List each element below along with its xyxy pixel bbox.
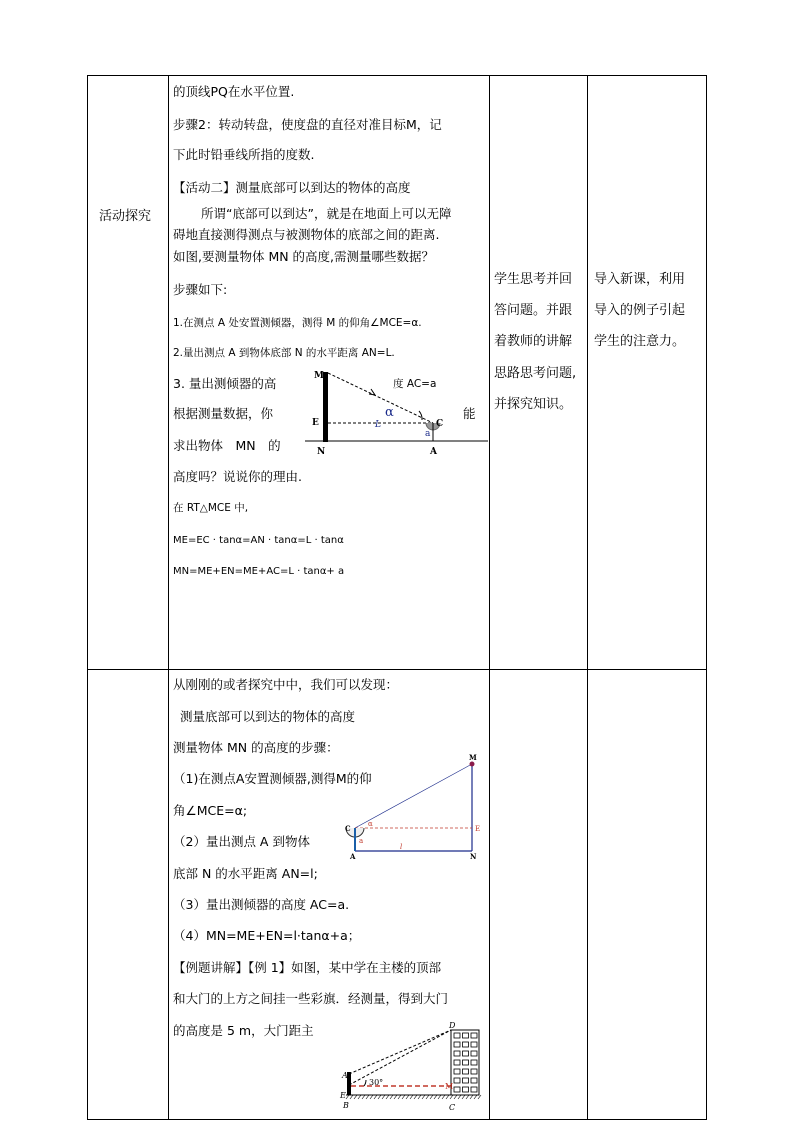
- student-line: 学生思考并回: [494, 272, 573, 287]
- example-heading: 【例题讲解】【例 1】如图，某中学在主楼的顶部: [173, 960, 442, 975]
- sight-line-upper: [349, 1030, 451, 1074]
- hatch-mark: [442, 1095, 445, 1099]
- label-m: M: [314, 371, 324, 381]
- elevation-sight-line: [328, 373, 433, 423]
- label-d: D: [449, 1021, 456, 1030]
- label-e: E: [475, 825, 481, 833]
- hatch-mark: [478, 1095, 481, 1099]
- hatch-mark: [378, 1095, 381, 1099]
- label-l: l: [400, 843, 403, 851]
- label-c: C: [436, 419, 444, 429]
- hatch-mark: [422, 1095, 425, 1099]
- hatch-mark: [434, 1095, 437, 1099]
- text-line: 和大门的上方之间挂一些彩旗．经测量，得到大门: [173, 991, 449, 1006]
- label-a-small: a: [425, 429, 431, 439]
- text-line: 能: [463, 406, 476, 421]
- row-label: 活动探究: [99, 209, 152, 224]
- step-line: 角∠MCE=α;: [173, 803, 248, 818]
- text-line: 如图,要测量物体 MN 的高度,需测量哪些数据？: [173, 249, 435, 264]
- text-line: 步骤2：转动转盘，使度盘的直径对准目标M，记: [173, 117, 442, 132]
- example-figure: [336, 1018, 486, 1123]
- text-line: 所谓“底部可以到达”，就是在地面上可以无障: [201, 206, 452, 221]
- col-divider-3: [587, 76, 588, 1119]
- angle-arc: [419, 411, 422, 420]
- label-e: E: [312, 418, 319, 428]
- hatch-mark: [446, 1095, 449, 1099]
- point-m-icon: [470, 762, 475, 767]
- formula-line: ME=EC · tanα=AN · tanα=L · tanα: [173, 535, 344, 546]
- text-line: 下此时铅垂线所指的度数.: [173, 147, 315, 162]
- hatch-mark: [350, 1095, 353, 1099]
- step-line: 3. 量出测倾器的高: [173, 376, 277, 391]
- hatch-mark: [474, 1095, 477, 1099]
- label-alpha: α: [368, 820, 373, 828]
- label-angle: 30°: [369, 1078, 384, 1087]
- text-line: 的顶线PQ在水平位置.: [173, 84, 295, 99]
- text-line: 在 RT△MCE 中,: [173, 502, 249, 514]
- label-m: M: [469, 753, 477, 762]
- hatch-mark: [386, 1095, 389, 1099]
- hatch-mark: [394, 1095, 397, 1099]
- hatch-mark: [402, 1095, 405, 1099]
- label-alpha: α: [385, 405, 394, 420]
- intent-line: 导入的例子引起: [594, 303, 686, 318]
- hatch-mark: [366, 1095, 369, 1099]
- text-line: 从刚刚的或者探究中中，我们可以发现：: [173, 677, 399, 692]
- hatch-mark: [426, 1095, 429, 1099]
- hatch-mark: [398, 1095, 401, 1099]
- hatch-mark: [418, 1095, 421, 1099]
- step-line: （2）量出测点 A 到物体: [173, 834, 310, 849]
- row-divider: [88, 669, 706, 670]
- step-line: （4）MN=ME+EN=l·tanα+a；: [173, 928, 361, 943]
- elevation-line: [355, 764, 472, 828]
- hatch-mark: [466, 1095, 469, 1099]
- hatch-mark: [374, 1095, 377, 1099]
- label-c: C: [345, 824, 351, 833]
- label-a: A: [430, 447, 437, 457]
- label-l: L: [375, 420, 381, 430]
- hatch-mark: [458, 1095, 461, 1099]
- step-line: 底部 N 的水平距离 AN=l;: [173, 866, 318, 881]
- text-line: 测量物体 MN 的高度的步骤：: [173, 740, 339, 755]
- hatch-mark: [346, 1095, 349, 1099]
- activity-heading: 【活动二】测量底部可以到达的物体的高度: [173, 180, 411, 195]
- intent-line: 导入新课，利用: [594, 272, 686, 287]
- label-n: N: [317, 447, 326, 457]
- text-line: 碍地直接测得测点与被测物体的底部之间的距离.: [173, 227, 440, 242]
- hatch-mark: [390, 1095, 393, 1099]
- label-n: N: [470, 852, 477, 861]
- student-line: 答问题。并跟: [494, 303, 573, 318]
- hatch-mark: [358, 1095, 361, 1099]
- hatch-mark: [414, 1095, 417, 1099]
- label-c: C: [449, 1103, 456, 1112]
- step-line: 度 AC=a: [393, 378, 437, 390]
- measurement-figure-2: [340, 752, 488, 862]
- student-line: 思路思考问题,: [494, 366, 577, 381]
- hatch-mark: [370, 1095, 373, 1099]
- step-line: 2.量出测点 A 到物体底部 N 的水平距离 AN=L.: [173, 347, 395, 359]
- step-line: 1.在测点 A 处安置测倾器，测得 M 的仰角∠MCE=α.: [173, 317, 422, 329]
- label-a: A: [342, 1071, 348, 1080]
- col-divider-2: [489, 76, 490, 1119]
- label-a-small: a: [359, 837, 364, 845]
- text-line: 的高度是 5 m，大门距主: [173, 1023, 314, 1038]
- hatch-mark: [470, 1095, 473, 1099]
- hatch-mark: [382, 1095, 385, 1099]
- measurement-figure-1: [305, 365, 490, 460]
- label-e: E: [340, 1091, 346, 1100]
- arrow-icon: [369, 389, 375, 395]
- main-building: [451, 1030, 479, 1095]
- label-a: A: [350, 852, 356, 861]
- step-line: （1)在测点A安置测倾器,测得M的仰: [173, 771, 372, 786]
- col-divider-1: [168, 76, 169, 1119]
- hatch-mark: [406, 1095, 409, 1099]
- step-line: （3）量出测倾器的高度 AC=a.: [173, 897, 350, 912]
- student-line: 并探究知识。: [494, 397, 573, 412]
- hatch-mark: [454, 1095, 457, 1099]
- label-m: M: [445, 1082, 454, 1091]
- formula-line: MN=ME+EN=ME+AC=L · tanα+ a: [173, 566, 345, 577]
- text-line: 步骤如下:: [173, 282, 228, 297]
- hatch-mark: [362, 1095, 365, 1099]
- sight-line-lower: [349, 1030, 451, 1085]
- text-line: 高度吗？说说你的理由.: [173, 469, 302, 484]
- hatch-mark: [450, 1095, 453, 1099]
- text-line: 根据测量数据，你: [173, 406, 274, 421]
- label-b: B: [343, 1101, 349, 1110]
- hatch-mark: [438, 1095, 441, 1099]
- hatch-mark: [410, 1095, 413, 1099]
- hatch-mark: [354, 1095, 357, 1099]
- text-line: 求出物体 MN 的: [173, 438, 281, 453]
- hatch-mark: [462, 1095, 465, 1099]
- object-pole: [323, 372, 328, 442]
- text-line: 测量底部可以到达的物体的高度: [180, 709, 356, 724]
- student-line: 着教师的讲解: [494, 334, 573, 349]
- hatch-mark: [430, 1095, 433, 1099]
- intent-line: 学生的注意力。: [594, 334, 686, 349]
- ground-hatch: [346, 1095, 481, 1099]
- angle-arc: [364, 1080, 366, 1086]
